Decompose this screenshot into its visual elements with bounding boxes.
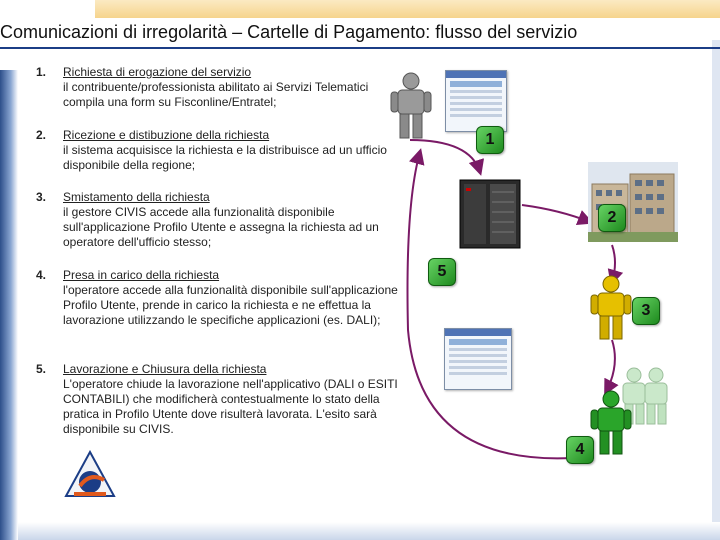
slide-title: Comunicazioni di irregolarità – Cartelle di Pagamento: flusso del servizio [0,22,578,42]
step-heading: Lavorazione e Chiusura della richiesta [63,362,267,376]
badge-5: 5 [428,258,456,286]
step-heading: Ricezione e distibuzione della richiesta [63,128,270,142]
step-number: 1. [36,65,47,79]
badge-4: 4 [566,436,594,464]
badge-1: 1 [476,126,504,154]
badge-3: 3 [632,297,660,325]
server-icon [458,178,522,250]
gestore-person-icon [590,275,632,341]
operatore-person-icon [590,390,632,456]
step-heading: Presa in carico della richiesta [63,268,220,282]
step-description: il sistema acquisisce la richiesta e la distribuisce ad un ufficio disponibile della regione; [63,143,387,172]
step-number: 5. [36,362,47,376]
step-number: 3. [36,190,47,204]
step-number: 4. [36,268,47,282]
step-description: l'operatore accede alla funzionalità disponibile sull'applicazione Profilo Utente, prende in carico la richiesta e ne effettua la lavorazione utilizzando le specifiche applicazioni (es. DALI); [63,283,398,327]
arrow-user-to-server [410,140,480,172]
step-heading: Smistamento della richiesta [63,190,210,204]
step-description: L'operatore chiude la lavorazione nell'applicativo (DALI o ESITI CONTABILI) che modificherà contestualmente lo stato della pratica in Profilo Utente dove risulterà lavorata. L'esito sarà disponibile su CIVIS. [63,377,398,436]
agency-logo-icon [64,450,116,500]
step-description: il contribuente/professionista abilitato ai Servizi Telematici compila una form su Fisconline/Entratel; [63,80,369,109]
step-heading: Richiesta di erogazione del servizio [63,65,252,79]
web-form-screen-icon [445,70,507,132]
arrow-server-to-office [522,205,590,222]
user-person-icon [390,72,432,140]
step-description: il gestore CIVIS accede alla funzionalità disponibile sull'applicazione Profilo Utente e assegna la richiesta ad un operatore dell'ufficio stesso; [63,205,379,249]
badge-2: 2 [598,204,626,232]
application-screen-icon [444,328,512,390]
step-number: 2. [36,128,47,142]
